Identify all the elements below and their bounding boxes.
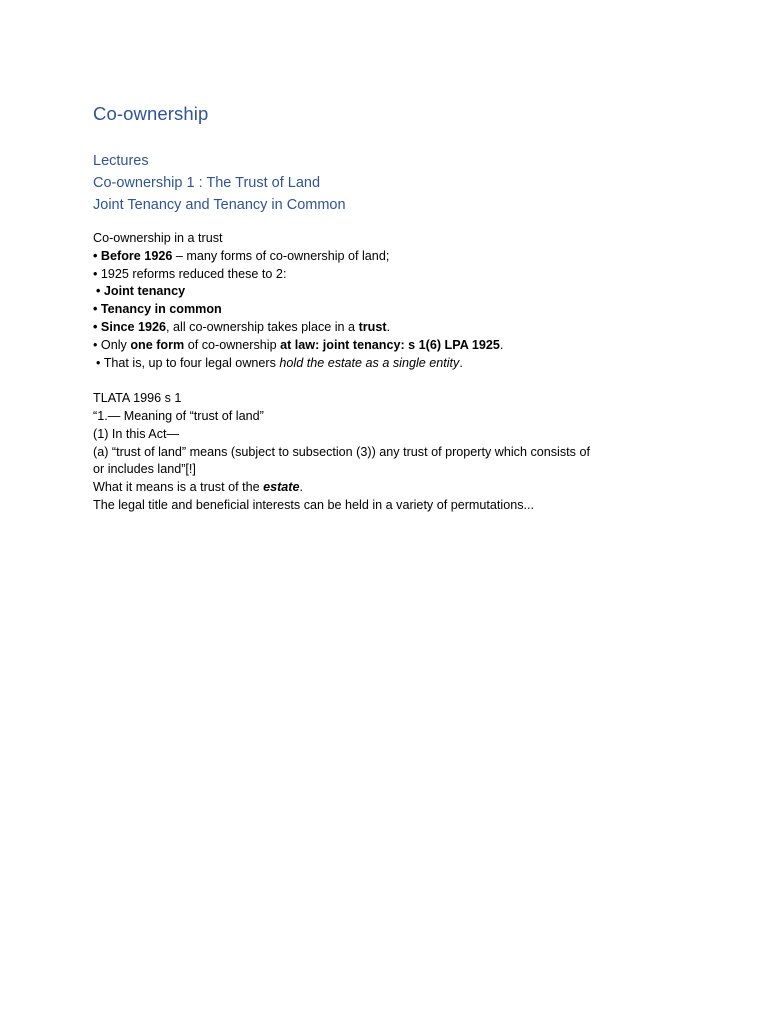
line-text: , all co-ownership takes place in a [166, 319, 359, 334]
quote-line: (1) In this Act— [93, 426, 180, 441]
explanation-line [93, 479, 693, 497]
line-text: . [459, 355, 463, 370]
bullet-glyph: • [93, 266, 98, 281]
line-text: That is, up to four legal owners [103, 355, 280, 370]
explanation-line: The legal title and beneficial interests can be held in a variety of permutations... [93, 497, 535, 512]
document-title: Co-ownership [93, 103, 209, 124]
bullet-glyph: • [93, 337, 98, 352]
heading-joint-tenancy: Joint Tenancy and Tenancy in Common [93, 197, 346, 213]
bold-phrase: one form [130, 337, 185, 352]
section-heading: Co-ownership in a trust [93, 231, 223, 245]
bullet-line [93, 283, 693, 301]
line-text: What it means is a trust of the [93, 480, 264, 495]
section-co-ownership-in-trust [93, 230, 693, 515]
quote-line: (a) “trust of land” means (subject to subsection (3)) any trust of property which consists of [93, 444, 590, 459]
bold-italic-phrase: estate [263, 480, 300, 495]
bullet-glyph: • [96, 355, 101, 370]
bold-phrase: Tenancy in common [100, 302, 222, 317]
line-text: . [299, 480, 303, 495]
bullet-line [93, 319, 693, 337]
heading-trust-of-land: Co-ownership 1 : The Trust of Land [93, 175, 321, 191]
heading-lectures: Lectures [93, 153, 149, 169]
line-text: . [499, 337, 504, 352]
bullet-glyph: • [96, 284, 101, 299]
quote-line: or includes land”[!] [93, 462, 196, 477]
line-text: . [386, 319, 391, 334]
bold-phrase: Joint tenancy [103, 284, 186, 299]
paragraph-gap [93, 372, 693, 390]
bullet-line [93, 266, 693, 284]
line-text: – many forms of co-ownership of land; [172, 248, 390, 263]
document-content [93, 100, 693, 515]
bold-phrase: Since 1926 [100, 319, 167, 334]
bullet-glyph: • [93, 248, 98, 263]
line-text: of co-ownership [184, 337, 281, 352]
bullet-line [93, 337, 693, 355]
bullet-glyph: • [93, 302, 98, 317]
lecture-headings [93, 150, 693, 216]
line-text: Only [100, 337, 131, 352]
bullet-glyph: • [93, 319, 98, 334]
bold-phrase: Before 1926 [100, 248, 173, 263]
italic-phrase: hold the estate as a single entity [279, 355, 460, 370]
bullet-line [93, 301, 693, 319]
bullet-line [93, 248, 693, 266]
bold-phrase: at law: joint tenancy: s 1(6) LPA 1925 [280, 337, 500, 352]
bold-phrase: trust [358, 319, 387, 334]
statute-reference: TLATA 1996 s 1 [93, 391, 182, 406]
bullet-line [93, 355, 693, 373]
quote-line: “1.— Meaning of “trust of land” [93, 408, 264, 423]
line-text: 1925 reforms reduced these to 2: [100, 266, 287, 281]
